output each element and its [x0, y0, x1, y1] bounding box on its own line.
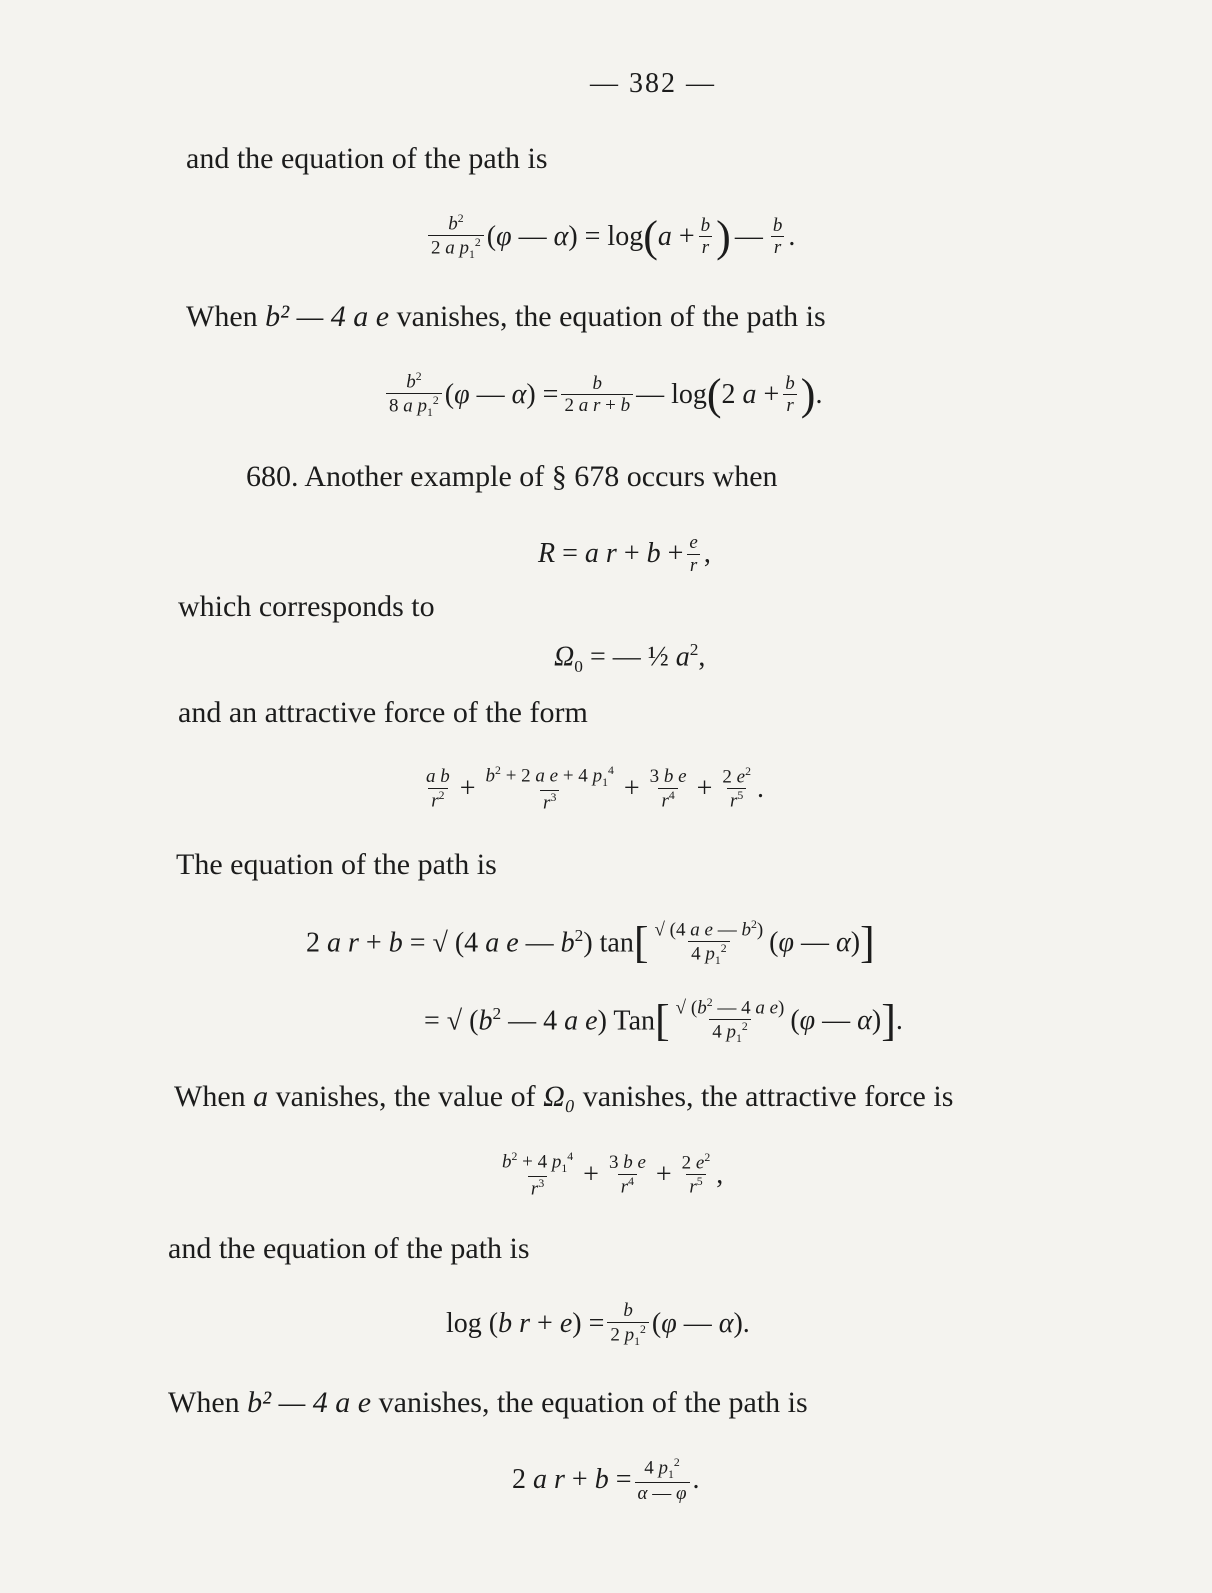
equation-path-2: $\frac{b^2}{8 a p_1^2}$ (φ — α) = $\frac{b}{\text{2 a r + b}}$ — log ( 2 a + $\frac{b}{r}$ ) . [383, 370, 822, 420]
text-line: and the equation of the path is [168, 1232, 530, 1265]
equation-path-tan: 2 a r + b = √ (4 a e — $b^2$) tan [ $\frac{√ (4 a e — b^2)}{4 p_1^2}$ (φ — α) ] [306, 917, 875, 968]
text-line: When b² — 4 a e vanishes, the equation of the path is [186, 300, 826, 333]
text-line: which corresponds to [178, 590, 435, 623]
equation-path-Tan: = √ ($b^2$ — 4 a e) Tan [ $\frac{√ (b^2 — 4 a e)}{4 p_1^2}$ (φ — α) ] . [424, 995, 903, 1046]
text-line: and the equation of the path is [186, 142, 548, 175]
equation-force-1: $\frac{\text{a b}}{r^2}$ + $\frac{b^2 + 2 a e + 4 p_1^4}{r^3}$ + $\frac{\text{3 b e}}{r^4}$ + $\frac{2 e^2}{r^5}$ . [426, 764, 764, 813]
section-680: 680. Another example of § 678 occurs when [246, 460, 778, 493]
equation-path-1: $\frac{b^2}{2 a p_1^2}$ (φ — α) = log ( a + $\frac{b}{r}$ ) — $\frac{b}{r}$ . [425, 212, 795, 262]
text-line: When a vanishes, the value of Ω₀ vanishes, the attractive force is [174, 1080, 954, 1113]
text-line: and an attractive force of the form [178, 696, 588, 729]
text-line: When b² — 4 a e vanishes, the equation of the path is [168, 1386, 808, 1419]
equation-final: 2 a r + b = $\frac{4 p_1^2}{\alpha — \varphi}$ . [512, 1456, 700, 1504]
page-number: — 382 — [590, 68, 716, 99]
equation-omega: $\Omega_0$ = — ½ $a^2$, [554, 640, 706, 676]
equation-path-log: log (b r + e) = $\frac{b}{2 p_1^2}$ (φ — α). [446, 1300, 750, 1348]
text-line: The equation of the path is [176, 848, 497, 881]
equation-force-2: $\frac{b^2 + 4 p_1^4}{r^3}$ + $\frac{\text{3 b e}}{r^4}$ + $\frac{2 e^2}{r^5}$ , [502, 1150, 724, 1199]
equation-R: R = a r + b + $\frac{e}{r}$ , [538, 532, 711, 576]
